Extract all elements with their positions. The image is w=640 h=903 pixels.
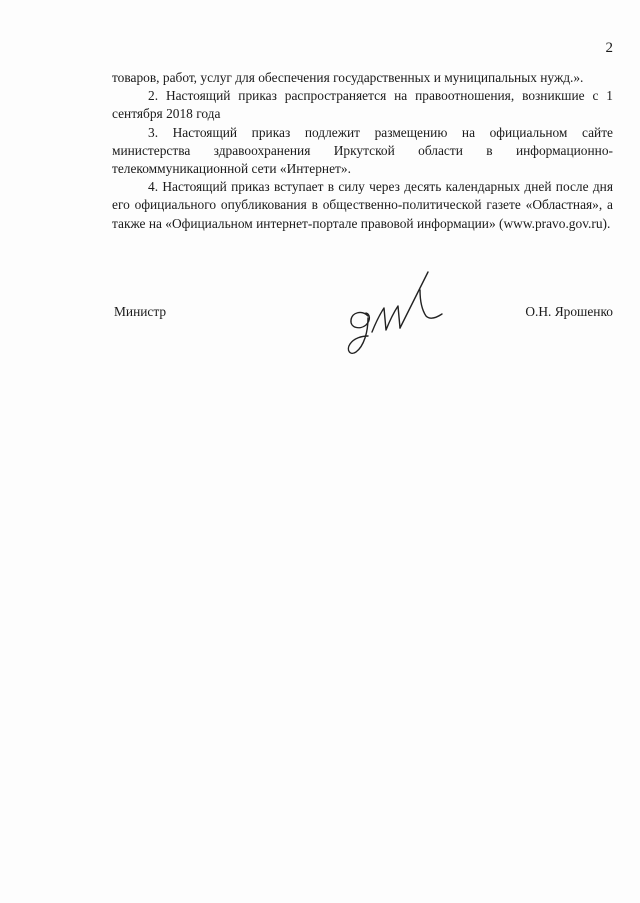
paragraph-continuation: товаров, работ, услуг для обеспечения государственных и муниципальных нужд.». <box>112 70 584 85</box>
signature-block <box>112 270 613 370</box>
handwritten-signature <box>338 270 448 365</box>
paragraph-item-2: 2. Настоящий приказ распространяется на правоотношения, возникшие с 1 сентября 2018 года <box>112 88 613 122</box>
document-body <box>112 69 613 233</box>
signatory-name: О.Н. Ярошенко <box>525 304 613 319</box>
page-number: 2 <box>605 40 613 56</box>
paragraph-item-3: 3. Настоящий приказ подлежит размещению на официальном сайте министерства здравоохранения Иркутской области в информационно-телекоммуникационной сети «Интернет». <box>112 124 613 177</box>
paragraph-item-4: 4. Настоящий приказ вступает в силу через десять календарных дней после дня его официального опубликования в общественно-политической газете «Областная», а также на «Официальном интернет-портале правовой информации» (www.pravo.gov.ru). <box>112 179 613 231</box>
signatory-title: Министр <box>114 304 167 319</box>
